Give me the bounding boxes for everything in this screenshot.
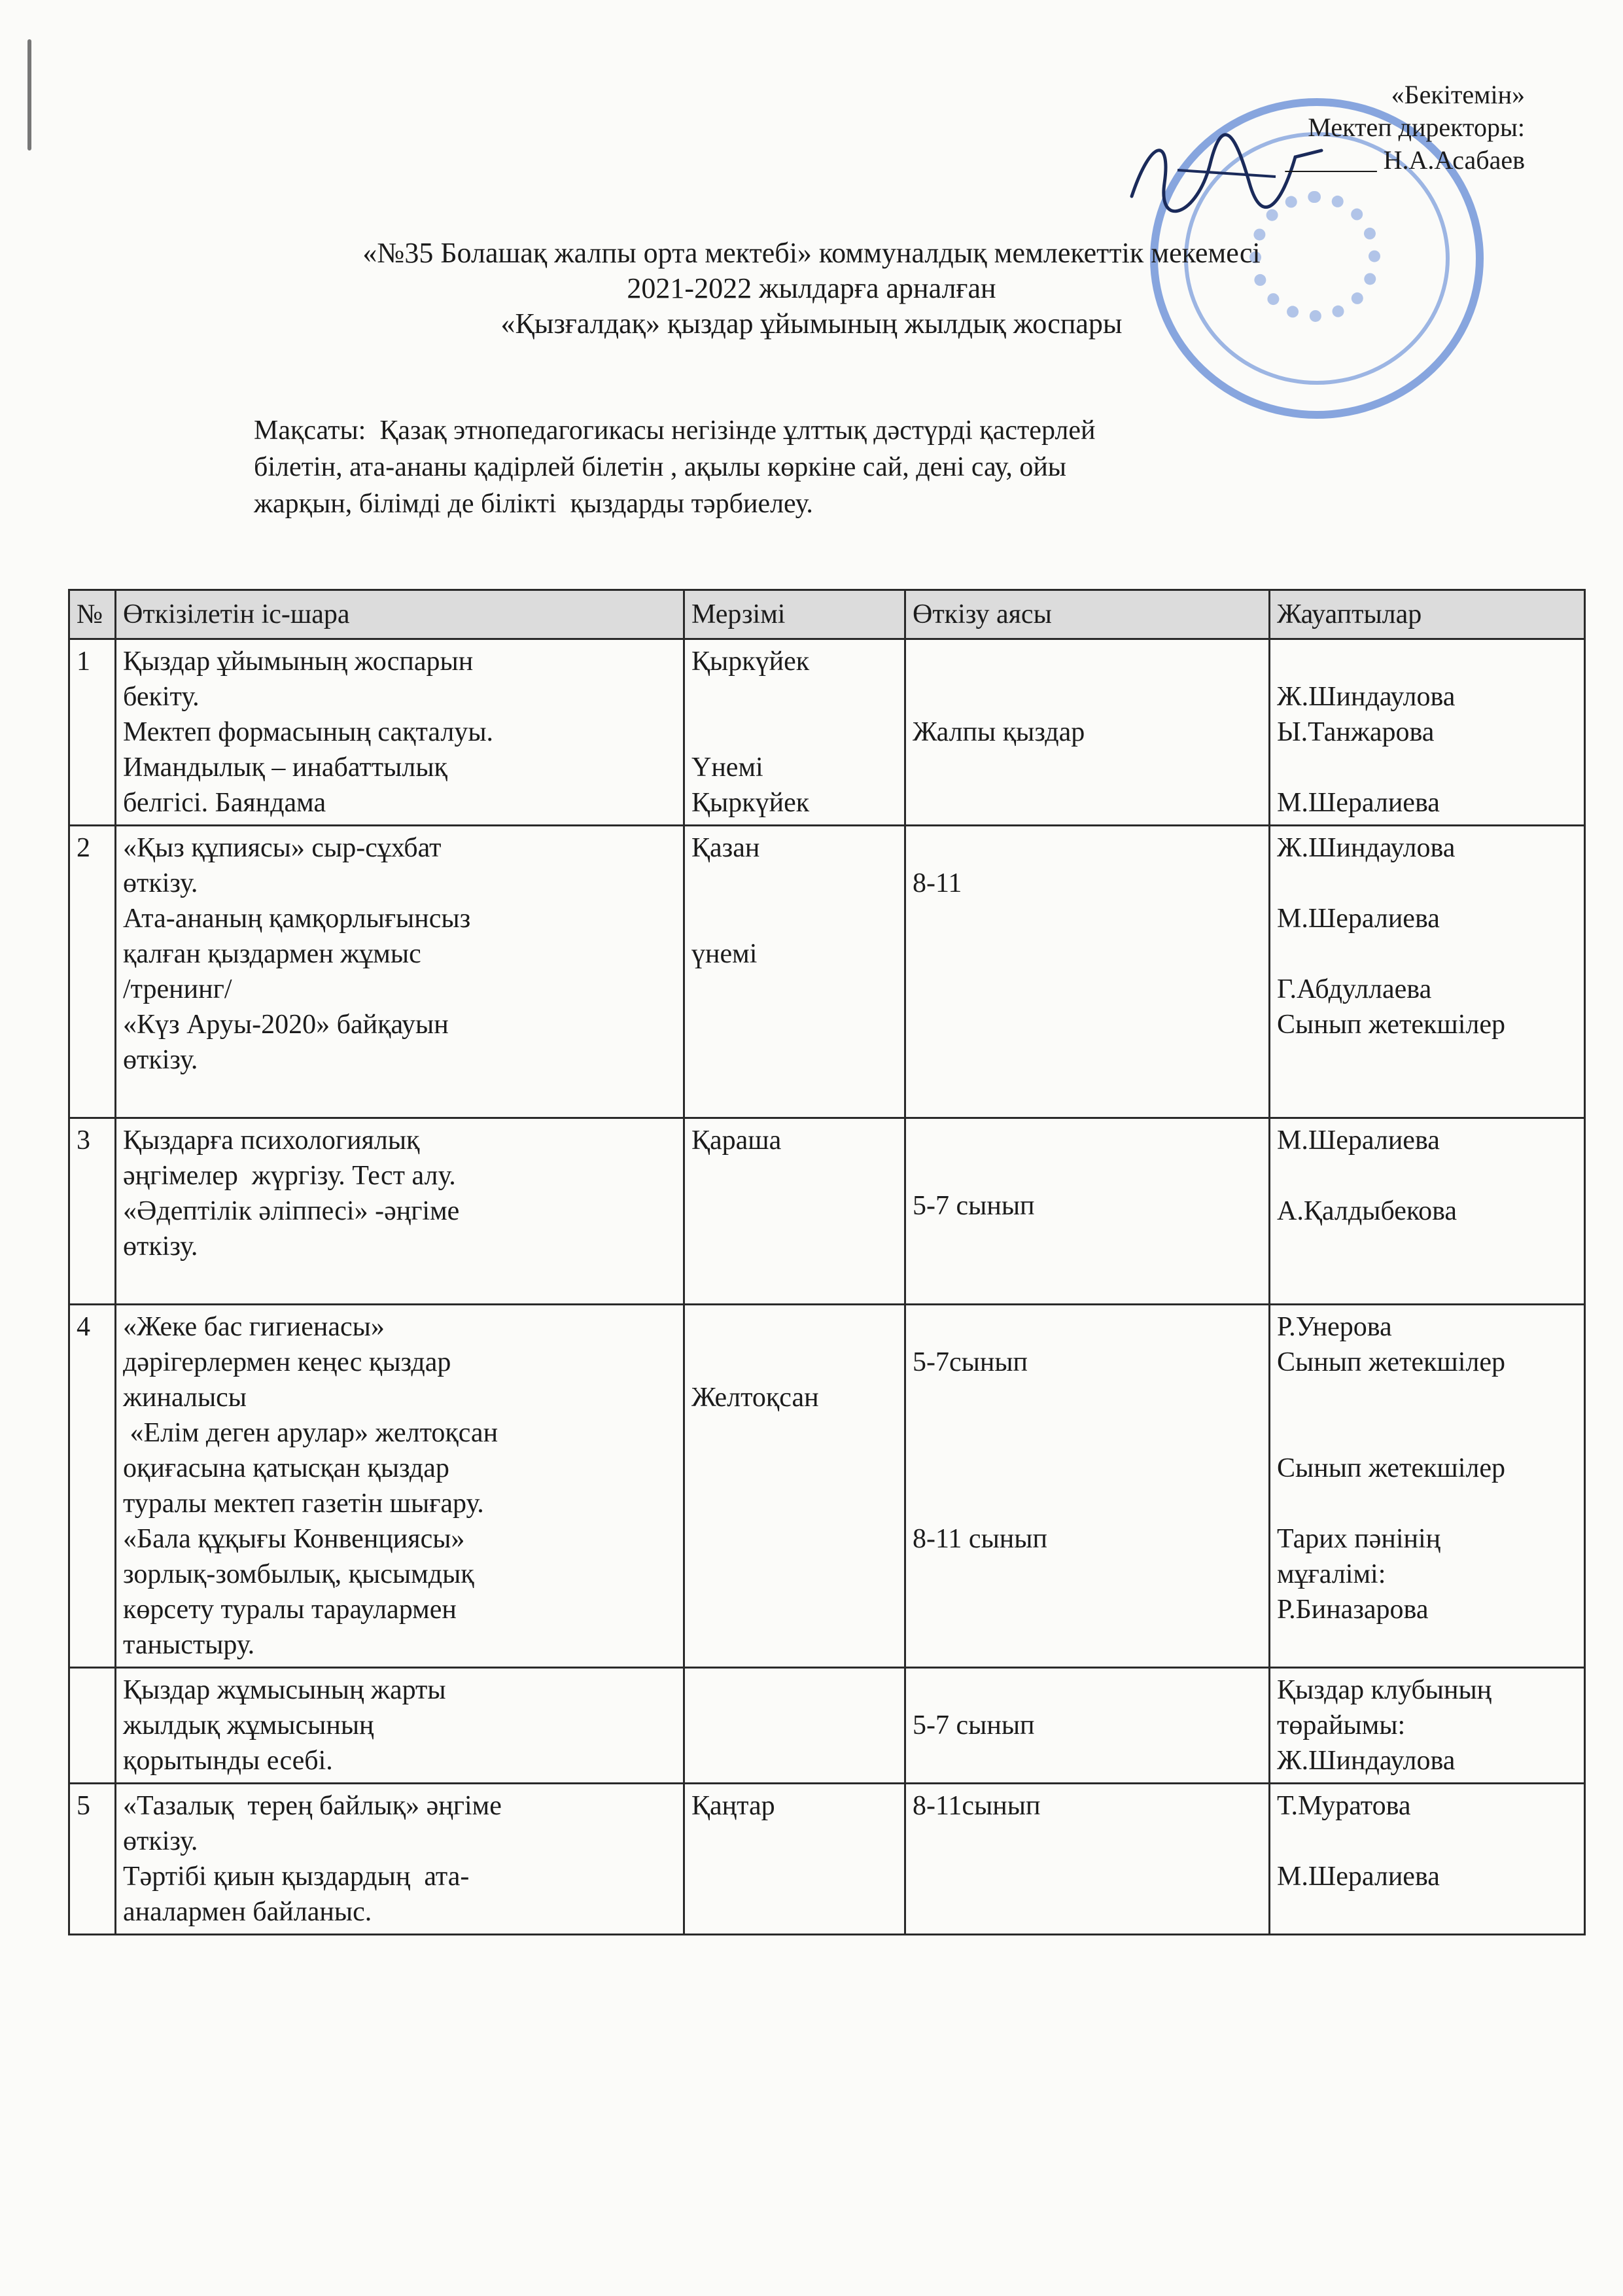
cell-line: /тренинг/: [123, 974, 232, 1004]
approval-position: Мектеп директоры:: [1308, 113, 1525, 142]
cell-event: [116, 1784, 684, 1935]
cell-line: Қыркүйек: [691, 646, 810, 677]
cell-line: 8-11сынып: [913, 1791, 1041, 1821]
annual-plan-table: [68, 589, 1586, 1935]
table-header-row: [69, 590, 1585, 639]
cell-line: Қыздар жұмысының жарты: [123, 1675, 446, 1705]
cell-line: жылдық жұмысының: [123, 1710, 374, 1740]
cell-line: таныстыру.: [123, 1630, 255, 1660]
header-scope: Өткізу аясы: [905, 590, 1270, 639]
cell-line: өткізу.: [123, 1826, 198, 1856]
cell-line: Үнемі: [691, 752, 763, 783]
cell-line: Ы.Танжарова: [1277, 717, 1435, 747]
cell-line: Ж.Шиндаулова: [1277, 682, 1456, 712]
approval-title: «Бекітемін»: [1391, 80, 1525, 109]
cell-line: А.Қалдыбекова: [1277, 1196, 1457, 1226]
cell-line: Т.Муратова: [1277, 1791, 1411, 1821]
cell-scope: [905, 1784, 1270, 1935]
table-row: [69, 1305, 1585, 1668]
purpose-line: жарқын, білімді де білікті қыздарды тәрбиелеу.: [254, 489, 813, 519]
document-heading: [0, 236, 1623, 342]
cell-responsible: [1270, 1305, 1585, 1668]
cell-date: [684, 1668, 905, 1784]
cell-line: Жалпы қыздар: [913, 717, 1085, 747]
cell-scope: [905, 639, 1270, 826]
cell-event: [116, 1305, 684, 1668]
cell-number: 2: [69, 826, 116, 1118]
cell-date: [684, 1118, 905, 1305]
cell-line: қалған қыздармен жұмыс: [123, 939, 421, 969]
cell-line: оқиғасына қатысқан қыздар: [123, 1453, 449, 1483]
cell-line: қорытынды есебі.: [123, 1746, 333, 1776]
cell-number: 4: [69, 1305, 116, 1668]
cell-date: [684, 826, 905, 1118]
cell-line: өткізу.: [123, 1231, 198, 1262]
cell-responsible: [1270, 826, 1585, 1118]
cell-responsible: [1270, 1118, 1585, 1305]
cell-line: Р.Унерова: [1277, 1312, 1392, 1342]
cell-date: [684, 1784, 905, 1935]
cell-event: [116, 1118, 684, 1305]
cell-event: [116, 639, 684, 826]
cell-line: белгісі. Баяндама: [123, 788, 326, 818]
cell-line: зорлық-зомбылық, қысымдық: [123, 1559, 474, 1589]
cell-line: Қаңтар: [691, 1791, 775, 1821]
cell-line: Р.Биназарова: [1277, 1595, 1429, 1625]
cell-line: көрсету туралы тараулармен: [123, 1595, 457, 1625]
cell-line: төрайымы:: [1277, 1710, 1406, 1740]
cell-line: мұғалімі:: [1277, 1559, 1386, 1589]
cell-line: 5-7 сынып: [913, 1710, 1035, 1740]
cell-line: М.Шералиева: [1277, 1125, 1440, 1156]
table-row: [69, 1668, 1585, 1784]
cell-line: Сынып жетекшілер: [1277, 1010, 1506, 1040]
cell-responsible: [1270, 1784, 1585, 1935]
cell-line: М.Шералиева: [1277, 788, 1440, 818]
cell-scope: [905, 1305, 1270, 1668]
cell-line: Тәртібі қиын қыздардың ата-: [123, 1862, 470, 1892]
header-event: Өткізілетін іс-шара: [116, 590, 684, 639]
cell-line: 5-7 сынып: [913, 1191, 1035, 1221]
cell-line: 5-7сынып: [913, 1347, 1028, 1377]
cell-line: «Тазалық терең байлық» әңгіме: [123, 1791, 502, 1821]
heading-years: 2021-2022 жылдарға арналған: [627, 272, 996, 304]
cell-line: Қыздарға психологиялық: [123, 1125, 420, 1156]
approval-name: _______ Н.А.Асабаев: [1285, 145, 1525, 175]
purpose-line: білетін, ата-ананы қадірлей білетін , ақылы көркіне сай, дені сау, ойы: [254, 452, 1067, 482]
cell-line: Сынып жетекшілер: [1277, 1347, 1506, 1377]
cell-line: Ж.Шиндаулова: [1277, 833, 1456, 863]
cell-line: Мектеп формасының сақталуы.: [123, 717, 494, 747]
cell-line: «Жеке бас гигиенасы»: [123, 1312, 385, 1342]
cell-line: туралы мектеп газетін шығару.: [123, 1489, 484, 1519]
purpose-paragraph: [254, 412, 1471, 522]
cell-number: 5: [69, 1784, 116, 1935]
cell-line: үнемі: [691, 939, 758, 969]
cell-event: [116, 1668, 684, 1784]
cell-line: «Қыз құпиясы» сыр-сұхбат: [123, 833, 442, 863]
cell-responsible: [1270, 639, 1585, 826]
cell-date: [684, 1305, 905, 1668]
cell-line: Желтоқсан: [691, 1383, 819, 1413]
header-responsible: Жауаптылар: [1270, 590, 1585, 639]
table-row: [69, 1118, 1585, 1305]
purpose-line: Мақсаты: Қазақ этнопедагогикасы негізінде ұлттық дәстүрді қастерлей: [254, 415, 1096, 446]
cell-line: өткізу.: [123, 868, 198, 898]
cell-line: Имандылық – инабаттылық: [123, 752, 447, 783]
cell-line: М.Шералиева: [1277, 904, 1440, 934]
cell-scope: [905, 1118, 1270, 1305]
cell-line: дәрігерлермен кеңес қыздар: [123, 1347, 451, 1377]
approval-block: [1285, 79, 1525, 177]
cell-number: [69, 1668, 116, 1784]
cell-line: өткізу.: [123, 1045, 198, 1075]
cell-line: Қазан: [691, 833, 760, 863]
cell-line: «Әдептілік әліппесі» -әңгіме: [123, 1196, 460, 1226]
header-date: Мерзімі: [684, 590, 905, 639]
heading-institution: «№35 Болашақ жалпы орта мектебі» коммуналдық мемлекеттік мекемесі: [362, 237, 1261, 269]
cell-line: Ж.Шиндаулова: [1277, 1746, 1456, 1776]
cell-line: М.Шералиева: [1277, 1862, 1440, 1892]
cell-scope: [905, 826, 1270, 1118]
table-row: [69, 639, 1585, 826]
heading-plan-title: «Қызғалдақ» қыздар ұйымының жылдық жоспары: [500, 308, 1123, 340]
header-number: №: [69, 590, 116, 639]
cell-line: «Күз Аруы-2020» байқауын: [123, 1010, 449, 1040]
table-row: [69, 826, 1585, 1118]
cell-line: «Елім деген арулар» желтоқсан: [123, 1418, 498, 1448]
cell-line: жиналысы: [123, 1383, 247, 1413]
scan-edge-mark: [27, 39, 31, 150]
cell-responsible: [1270, 1668, 1585, 1784]
cell-number: 1: [69, 639, 116, 826]
cell-line: Сынып жетекшілер: [1277, 1453, 1506, 1483]
cell-line: 8-11: [913, 868, 962, 898]
cell-line: Г.Абдуллаева: [1277, 974, 1432, 1004]
cell-line: Ата-ананың қамқорлығынсыз: [123, 904, 471, 934]
cell-line: Қыздар ұйымының жоспарын: [123, 646, 474, 677]
cell-number: 3: [69, 1118, 116, 1305]
cell-line: әңгімелер жүргізу. Тест алу.: [123, 1161, 456, 1191]
cell-line: Тарих пәнінің: [1277, 1524, 1441, 1554]
cell-line: 8-11 сынып: [913, 1524, 1047, 1554]
cell-scope: [905, 1668, 1270, 1784]
cell-line: Қараша: [691, 1125, 782, 1156]
cell-line: Қыркүйек: [691, 788, 810, 818]
cell-event: [116, 826, 684, 1118]
cell-line: бекіту.: [123, 682, 200, 712]
table-row: [69, 1784, 1585, 1935]
cell-date: [684, 639, 905, 826]
cell-line: «Бала құқығы Конвенциясы»: [123, 1524, 465, 1554]
cell-line: Қыздар клубының: [1277, 1675, 1492, 1705]
cell-line: аналармен байланыс.: [123, 1897, 372, 1927]
